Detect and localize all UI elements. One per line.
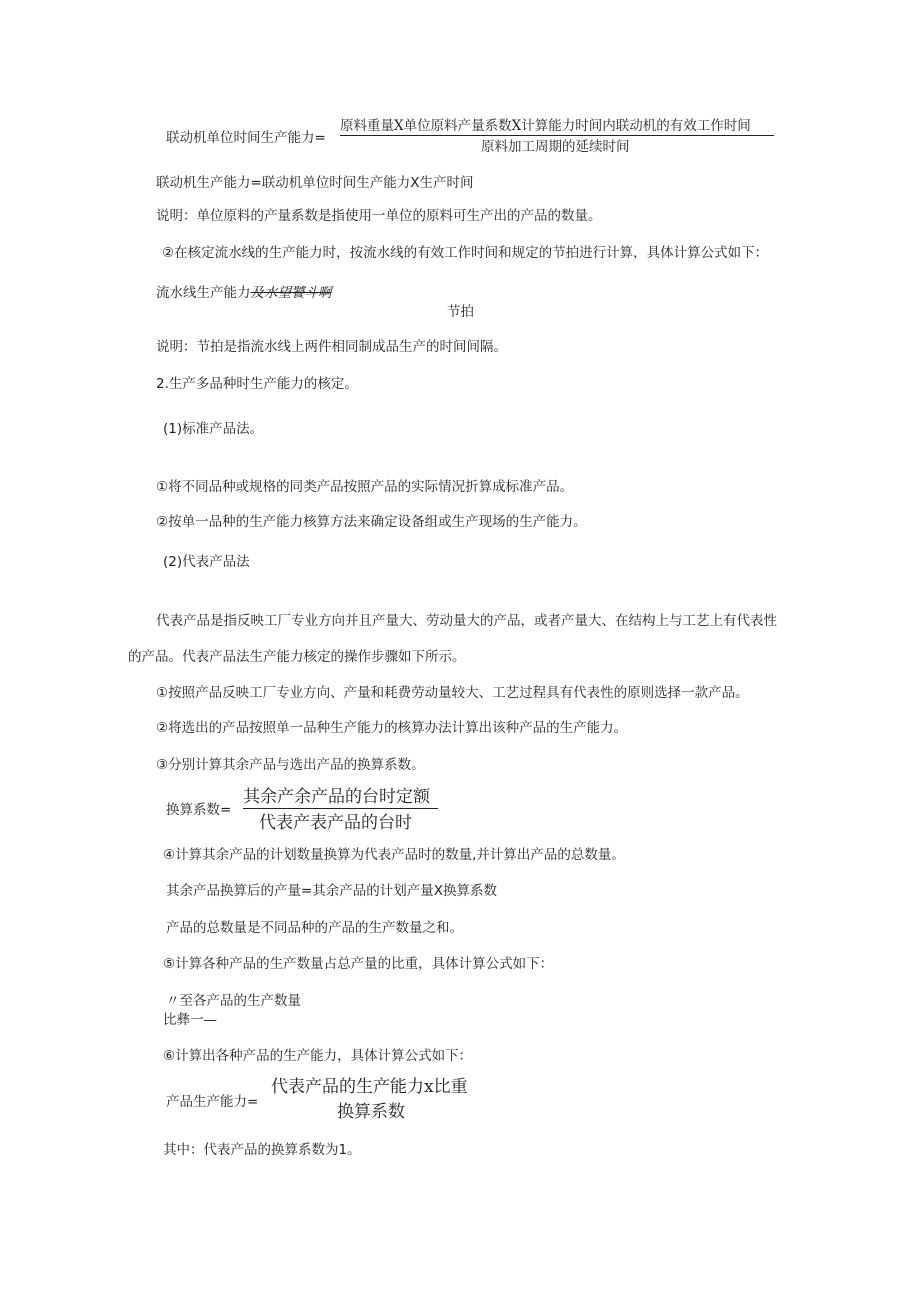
item-standard-2: ②按单一品种的生产能力核算方法来确定设备组或生产现场的生产能力。 xyxy=(156,514,587,530)
para-representative-line1: 代表产品是指反映工厂专业方向并且产量大、劳动量大的产品，或者产量大、在结构上与工艺上有代表性 xyxy=(156,613,777,629)
formula2-label-text: 流水线生产能力 xyxy=(156,285,251,301)
heading-standard-product: (1)标准产品法。 xyxy=(163,421,264,437)
total-quantity-note: 产品的总数量是不同品种的产品的生产数量之和。 xyxy=(166,920,463,936)
step-2: ②将选出的产品按照单一品种生产能力的核算办法计算出该种产品的生产能力。 xyxy=(156,720,628,736)
note-takt: 说明：节拍是指流水线上两件相同制成品生产的时间间隔。 xyxy=(156,339,507,355)
formula1-numerator: 原料重量X单位原料产量系数X计算能力时间内联动机的有效工作时间 xyxy=(340,118,751,134)
heading-multi-product: 2.生产多品种时生产能力的核定。 xyxy=(156,376,358,392)
formula3-denominator: 代表产表产品的台时 xyxy=(259,813,412,833)
step-6: ⑥计算出各种产品的生产能力，具体计算公式如下： xyxy=(163,1048,473,1064)
formula5-label: 产品生产能力= xyxy=(166,1094,259,1110)
formula4-numerator: 〃至各产品的生产数量 xyxy=(166,993,301,1009)
formula1-denominator: 原料加工周期的延续时间 xyxy=(481,139,630,155)
step-4: ④计算其余产品的计划数量换算为代表产品时的数量,并计算出产品的总数量。 xyxy=(163,847,625,863)
formula1-label: 联动机单位时间生产能力= xyxy=(166,130,326,146)
step-1: ①按照产品反映工厂专业方向、产量和耗费劳动量较大、工艺过程具有代表性的原则选择一款产品。 xyxy=(156,685,749,701)
linkage-capacity-formula: 联动机生产能力=联动机单位时间生产能力X生产时间 xyxy=(156,175,474,191)
formula2-label xyxy=(156,284,332,302)
converted-output-formula: 其余产品换算后的产量=其余产品的计划产量X换算系数 xyxy=(166,883,498,899)
formula5-numerator: 代表产品的生产能力x比重 xyxy=(271,1077,468,1097)
formula3-fraction-bar xyxy=(243,808,438,809)
formula2-garbled-numerator: 及水望饕斗啊 xyxy=(250,285,332,301)
para-representative-line2: 的产品。代表产品法生产能力核定的操作步骤如下所示。 xyxy=(128,649,466,665)
para-assembly-line: ②在核定流水线的生产能力时，按流水线的有效工作时间和规定的节拍进行计算，具体计算公式如下： xyxy=(162,245,769,261)
step-3: ③分别计算其余产品与选出产品的换算系数。 xyxy=(156,757,425,773)
final-note: 其中：代表产品的换算系数为1。 xyxy=(163,1142,361,1158)
formula5-denominator: 换算系数 xyxy=(337,1102,405,1122)
formula3-numerator: 其余产余产品的台时定额 xyxy=(243,787,430,807)
formula1-fraction-bar xyxy=(340,135,774,136)
formula2-denominator: 节拍 xyxy=(447,304,474,320)
heading-representative-product: (2)代表产品法 xyxy=(163,554,250,570)
formula4-label: 比彝一— xyxy=(163,1012,217,1028)
formula3-label: 换算系数= xyxy=(166,802,232,818)
step-5: ⑤计算各种产品的生产数量占总产量的比重，具体计算公式如下： xyxy=(163,956,554,972)
item-standard-1: ①将不同品种或规格的同类产品按照产品的实际情况折算成标准产品。 xyxy=(156,479,574,495)
note-unit-material: 说明：单位原料的产量系数是指使用一单位的原料可生产出的产品的数量。 xyxy=(156,208,602,224)
